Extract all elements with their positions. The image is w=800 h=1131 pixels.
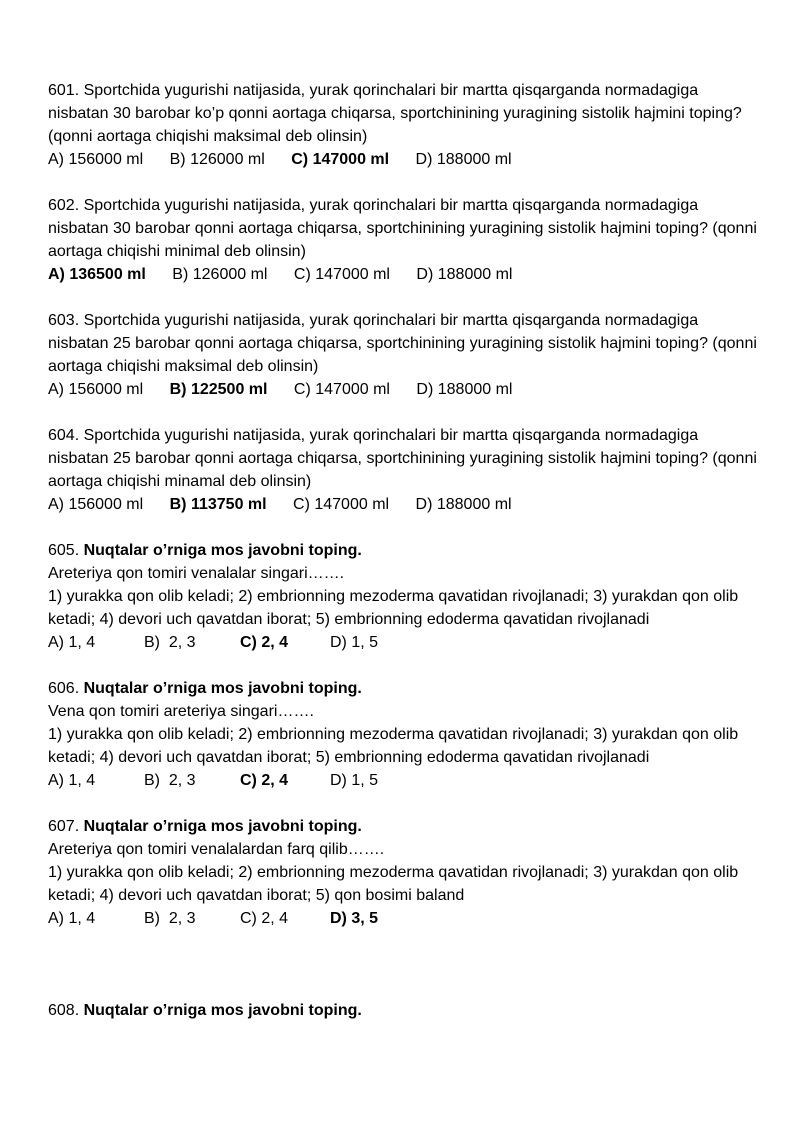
question-heading: 605. Nuqtalar o’rniga mos javobni toping. bbox=[48, 542, 362, 559]
option-b-correct: B) 122500 ml bbox=[169, 381, 268, 398]
option-d: D) 188000 ml bbox=[415, 151, 512, 168]
question-608 bbox=[48, 999, 758, 1022]
question-stem: Vena qon tomiri areteriya singari……. bbox=[48, 703, 314, 720]
question-text: 1) yurakka qon olib keladi; 2) embrionning mezoderma qavatidan rivojlanadi; 3) yurakdan qon olib ketadi; 4) devori uch qavatdan iborat; 5) qon bosimi baland bbox=[48, 864, 739, 904]
option-a: A) 1, 4 bbox=[48, 634, 96, 651]
option-c: C) 147000 ml bbox=[293, 496, 390, 513]
option-d: D) 188000 ml bbox=[416, 381, 513, 398]
question-text: 604. Sportchida yugurishi natijasida, yurak qorinchalari bir martta qisqarganda normadagiga nisbatan 25 barobar qonni aortaga chiqarsa, sportchinining yuragining sistolik hajmini toping? (qonni aortaga chiqishi minamal deb olinsin) bbox=[48, 427, 757, 490]
option-a: A) 1, 4 bbox=[48, 910, 96, 927]
option-a: A) 1, 4 bbox=[48, 772, 96, 789]
option-c: C) 2, 4 bbox=[240, 910, 289, 927]
question-stem: Areteriya qon tomiri venalalardan farq qilib……. bbox=[48, 841, 385, 858]
option-c: C) 147000 ml bbox=[293, 266, 390, 283]
document-page bbox=[48, 79, 758, 1045]
question-stem: Areteriya qon tomiri venalalar singari……. bbox=[48, 565, 345, 582]
option-d-correct: D) 3, 5 bbox=[330, 910, 379, 927]
option-a: A) 156000 ml bbox=[48, 381, 144, 398]
option-b: B) 126000 ml bbox=[172, 266, 268, 283]
answer-options bbox=[48, 907, 758, 930]
question-607 bbox=[48, 815, 758, 930]
option-d: D) 188000 ml bbox=[415, 496, 512, 513]
question-text: 1) yurakka qon olib keladi; 2) embrionning mezoderma qavatidan rivojlanadi; 3) yurakdan qon olib ketadi; 4) devori uch qavatdan iborat; 5) embrionning edoderma qavatidan rivojlanadi bbox=[48, 588, 739, 628]
question-604 bbox=[48, 424, 758, 516]
answer-options bbox=[48, 263, 758, 286]
question-601 bbox=[48, 79, 758, 171]
option-b: B) 126000 ml bbox=[169, 151, 265, 168]
option-a-correct: A) 136500 ml bbox=[48, 266, 146, 283]
question-606 bbox=[48, 677, 758, 792]
question-heading: 606. Nuqtalar o’rniga mos javobni toping. bbox=[48, 680, 362, 697]
option-d: D) 1, 5 bbox=[330, 772, 379, 789]
question-heading: 607. Nuqtalar o’rniga mos javobni toping. bbox=[48, 818, 362, 835]
option-b: B) 2, 3 bbox=[144, 634, 196, 651]
option-a: A) 156000 ml bbox=[48, 496, 144, 513]
answer-options bbox=[48, 769, 758, 792]
option-b-correct: B) 113750 ml bbox=[169, 496, 267, 513]
question-602 bbox=[48, 194, 758, 286]
option-c-correct: C) 2, 4 bbox=[240, 772, 289, 789]
option-d: D) 1, 5 bbox=[330, 634, 379, 651]
question-text: 603. Sportchida yugurishi natijasida, yurak qorinchalari bir martta qisqarganda normadagiga nisbatan 25 barobar qonni aortaga chiqarsa, sportchinining yuragining sistolik hajmini toping? (qonni aortaga chiqishi maksimal deb olinsin) bbox=[48, 312, 757, 375]
question-605 bbox=[48, 539, 758, 654]
option-c-correct: C) 2, 4 bbox=[240, 634, 289, 651]
answer-options bbox=[48, 148, 758, 171]
option-b: B) 2, 3 bbox=[144, 910, 196, 927]
answer-options bbox=[48, 631, 758, 654]
question-603 bbox=[48, 309, 758, 401]
option-a: A) 156000 ml bbox=[48, 151, 144, 168]
question-heading: 608. Nuqtalar o’rniga mos javobni toping. bbox=[48, 1002, 362, 1019]
answer-options bbox=[48, 378, 758, 401]
question-text: 601. Sportchida yugurishi natijasida, yurak qorinchalari bir martta qisqarganda normadagiga nisbatan 30 barobar ko’p qonni aortaga chiqarsa, sportchinining yuragining sistolik hajmini toping? (qonni aortaga chiqishi maksimal deb olinsin) bbox=[48, 82, 742, 145]
question-text: 602. Sportchida yugurishi natijasida, yurak qorinchalari bir martta qisqarganda normadagiga nisbatan 30 barobar qonni aortaga chiqarsa, sportchinining yuragining sistolik hajmini toping? (qonni aortaga chiqishi minimal deb olinsin) bbox=[48, 197, 757, 260]
option-d: D) 188000 ml bbox=[416, 266, 513, 283]
answer-options bbox=[48, 493, 758, 516]
option-c-correct: C) 147000 ml bbox=[291, 151, 390, 168]
option-b: B) 2, 3 bbox=[144, 772, 196, 789]
question-text: 1) yurakka qon olib keladi; 2) embrionning mezoderma qavatidan rivojlanadi; 3) yurakdan qon olib ketadi; 4) devori uch qavatdan iborat; 5) embrionning edoderma qavatidan rivojlanadi bbox=[48, 726, 739, 766]
option-c: C) 147000 ml bbox=[293, 381, 390, 398]
